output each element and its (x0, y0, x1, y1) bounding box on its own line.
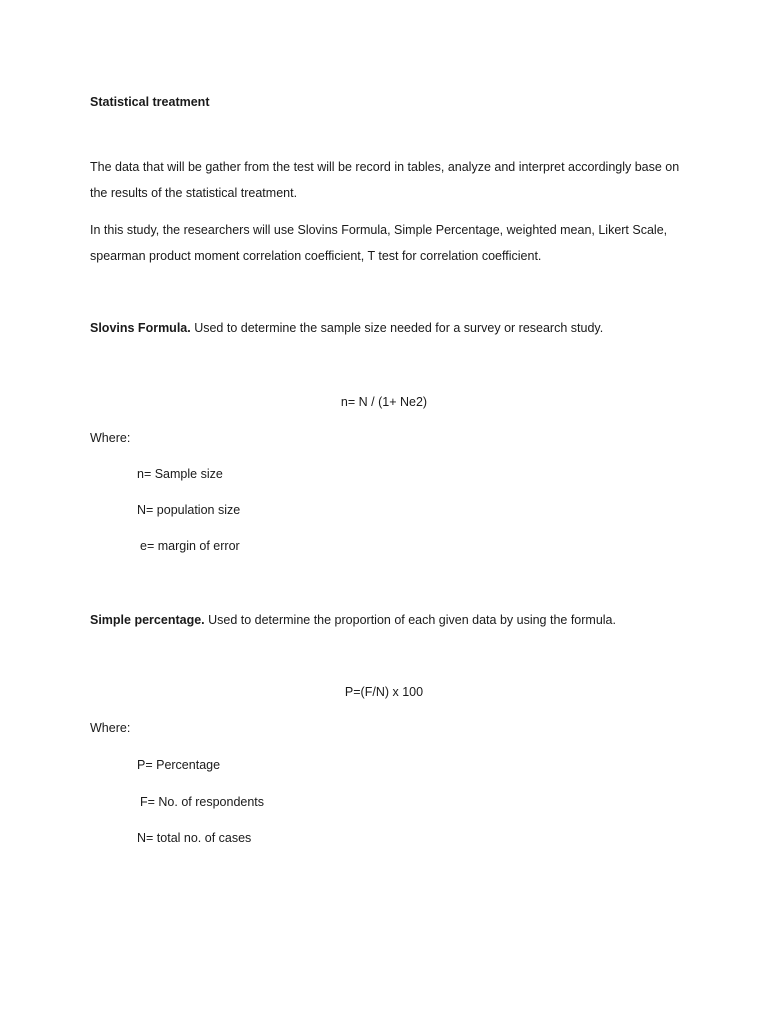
paragraph-methods: In this study, the researchers will use Slovins Formula, Simple Percentage, weighted mean, Likert Scale, spearman product moment correlation coefficient, T test for correlation coefficient. (90, 223, 668, 263)
percentage-def-P: P= Percentage (137, 758, 221, 772)
slovins-label: Slovins Formula. (90, 321, 191, 335)
section-heading: Statistical treatment (90, 95, 210, 109)
slovins-def-N: N= population size (137, 503, 241, 517)
percentage-where: Where: (90, 721, 131, 735)
slovins-description: Used to determine the sample size needed for a survey or research study. (190, 321, 604, 335)
percentage-label: Simple percentage. (90, 613, 205, 627)
percentage-paragraph (90, 612, 616, 628)
percentage-formula: P=(F/N) x 100 (344, 685, 424, 699)
slovins-def-e: e= margin of error (140, 539, 240, 553)
slovins-where: Where: (90, 431, 131, 445)
percentage-description: Used to determine the proportion of each given data by using the formula. (204, 613, 616, 627)
slovins-def-n: n= Sample size (137, 467, 223, 481)
slovins-formula: n= N / (1+ Ne2) (340, 395, 428, 409)
paragraph-data-recording: The data that will be gather from the test will be record in tables, analyze and interpret accordingly base on the results of the statistical treatment. (90, 160, 680, 200)
slovins-paragraph (90, 320, 603, 336)
percentage-def-N: N= total no. of cases (137, 831, 252, 845)
percentage-def-F: F= No. of respondents (140, 795, 265, 809)
